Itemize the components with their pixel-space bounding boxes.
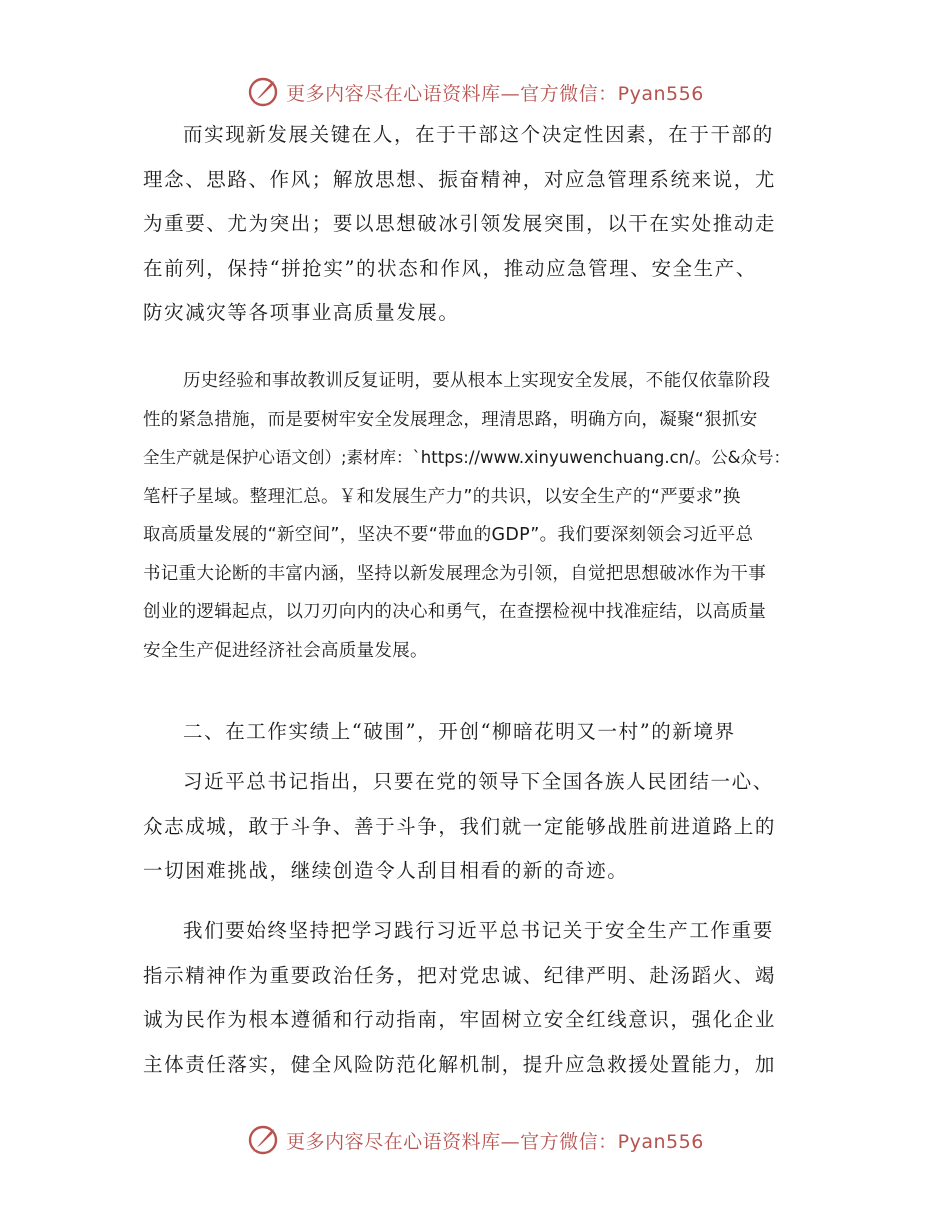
paragraph-2-continued xyxy=(143,401,808,671)
text-line: 全生产就是保护心语文创）;素材库：`https://www.xinyuwenchuang.cn/。公&众号： xyxy=(143,448,791,467)
text-line: 指示精神作为重要政治任务，把对党忠诚、纪律严明、赴汤蹈火、竭 xyxy=(143,963,777,987)
text-line: 为重要、尤为突出；要以思想破冰引领发展突围，以干在实处推动走 xyxy=(143,212,777,236)
quill-logo-icon xyxy=(246,75,280,109)
banner-slogan: 更多内容尽在心语资料库—官方微信： xyxy=(286,1130,618,1153)
text-line: 历史经验和事故教训反复证明，要从根本上实现安全发展，不能仅依靠阶段 xyxy=(183,371,771,391)
paragraph-5-continued xyxy=(143,954,808,1088)
banner-slogan: 更多内容尽在心语资料库—官方微信： xyxy=(286,82,618,105)
banner-text xyxy=(286,1127,704,1154)
paragraph-4 xyxy=(143,760,848,805)
heading-text: 二、在工作实绩上“破围”，开创“柳暗花明又一村”的新境界 xyxy=(183,720,736,743)
text-line: 书记重大论断的丰富内涵，坚持以新发展理念为引领，自觉把思想破冰作为干事 xyxy=(143,563,766,584)
text-line: 性的紧急措施，而是要树牢安全发展理念，理清思路，明确方向，凝聚“狠抓安 xyxy=(143,409,758,430)
quill-logo-icon xyxy=(246,1123,280,1157)
paragraph-1 xyxy=(143,113,848,158)
paragraph-1-continued xyxy=(143,158,808,336)
text-line: 理念、思路、作风；解放思想、振奋精神，对应急管理系统来说，尤 xyxy=(143,167,777,191)
text-line: 我们要始终坚持把学习践行习近平总书记关于安全生产工作重要 xyxy=(183,919,774,942)
paragraph-5 xyxy=(143,909,848,954)
text-line: 笔杆子星域。整理汇总。￥和发展生产力”的共识，以安全生产的“严要求”换 xyxy=(143,486,741,507)
text-line: 众志成城，敢于斗争、善于斗争，我们就一定能够战胜前进道路上的 xyxy=(143,814,777,838)
text-line: 取高质量发展的“新空间”，坚决不要“带血的GDP”。我们要深刻领会习近平总 xyxy=(143,525,754,545)
text-line: 而实现新发展关键在人，在于干部这个决定性因素，在于干部的 xyxy=(183,123,774,146)
text-line: 安全生产促进经济社会高质量发展。 xyxy=(143,640,428,661)
text-line: 在前列，保持“拼抢实”的状态和作风，推动应急管理、安全生产、 xyxy=(143,256,757,280)
footer-banner xyxy=(0,1120,950,1160)
section-heading xyxy=(143,710,848,755)
text-line: 一切困难挑战，继续创造令人刮目相看的新的奇迹。 xyxy=(143,859,629,883)
banner-wechat-id: Pyan556 xyxy=(617,1130,704,1153)
text-line: 习近平总书记指出，只要在党的领导下全国各族人民团结一心、 xyxy=(183,770,774,793)
text-line: 创业的逻辑起点，以刀刃向内的决心和勇气，在查摆检视中找准症结，以高质量 xyxy=(143,602,766,622)
paragraph-2 xyxy=(143,362,848,401)
header-banner xyxy=(0,72,950,112)
text-line: 防灾减灾等各项事业高质量发展。 xyxy=(143,301,460,325)
text-line: 诚为民作为根本遵循和行动指南，牢固树立安全红线意识，强化企业 xyxy=(143,1008,777,1032)
banner-wechat-id: Pyan556 xyxy=(617,82,704,105)
text-line: 主体责任落实，健全风险防范化解机制，提升应急救援处置能力，加 xyxy=(143,1052,777,1076)
paragraph-4-continued xyxy=(143,805,808,894)
banner-text xyxy=(286,79,704,106)
